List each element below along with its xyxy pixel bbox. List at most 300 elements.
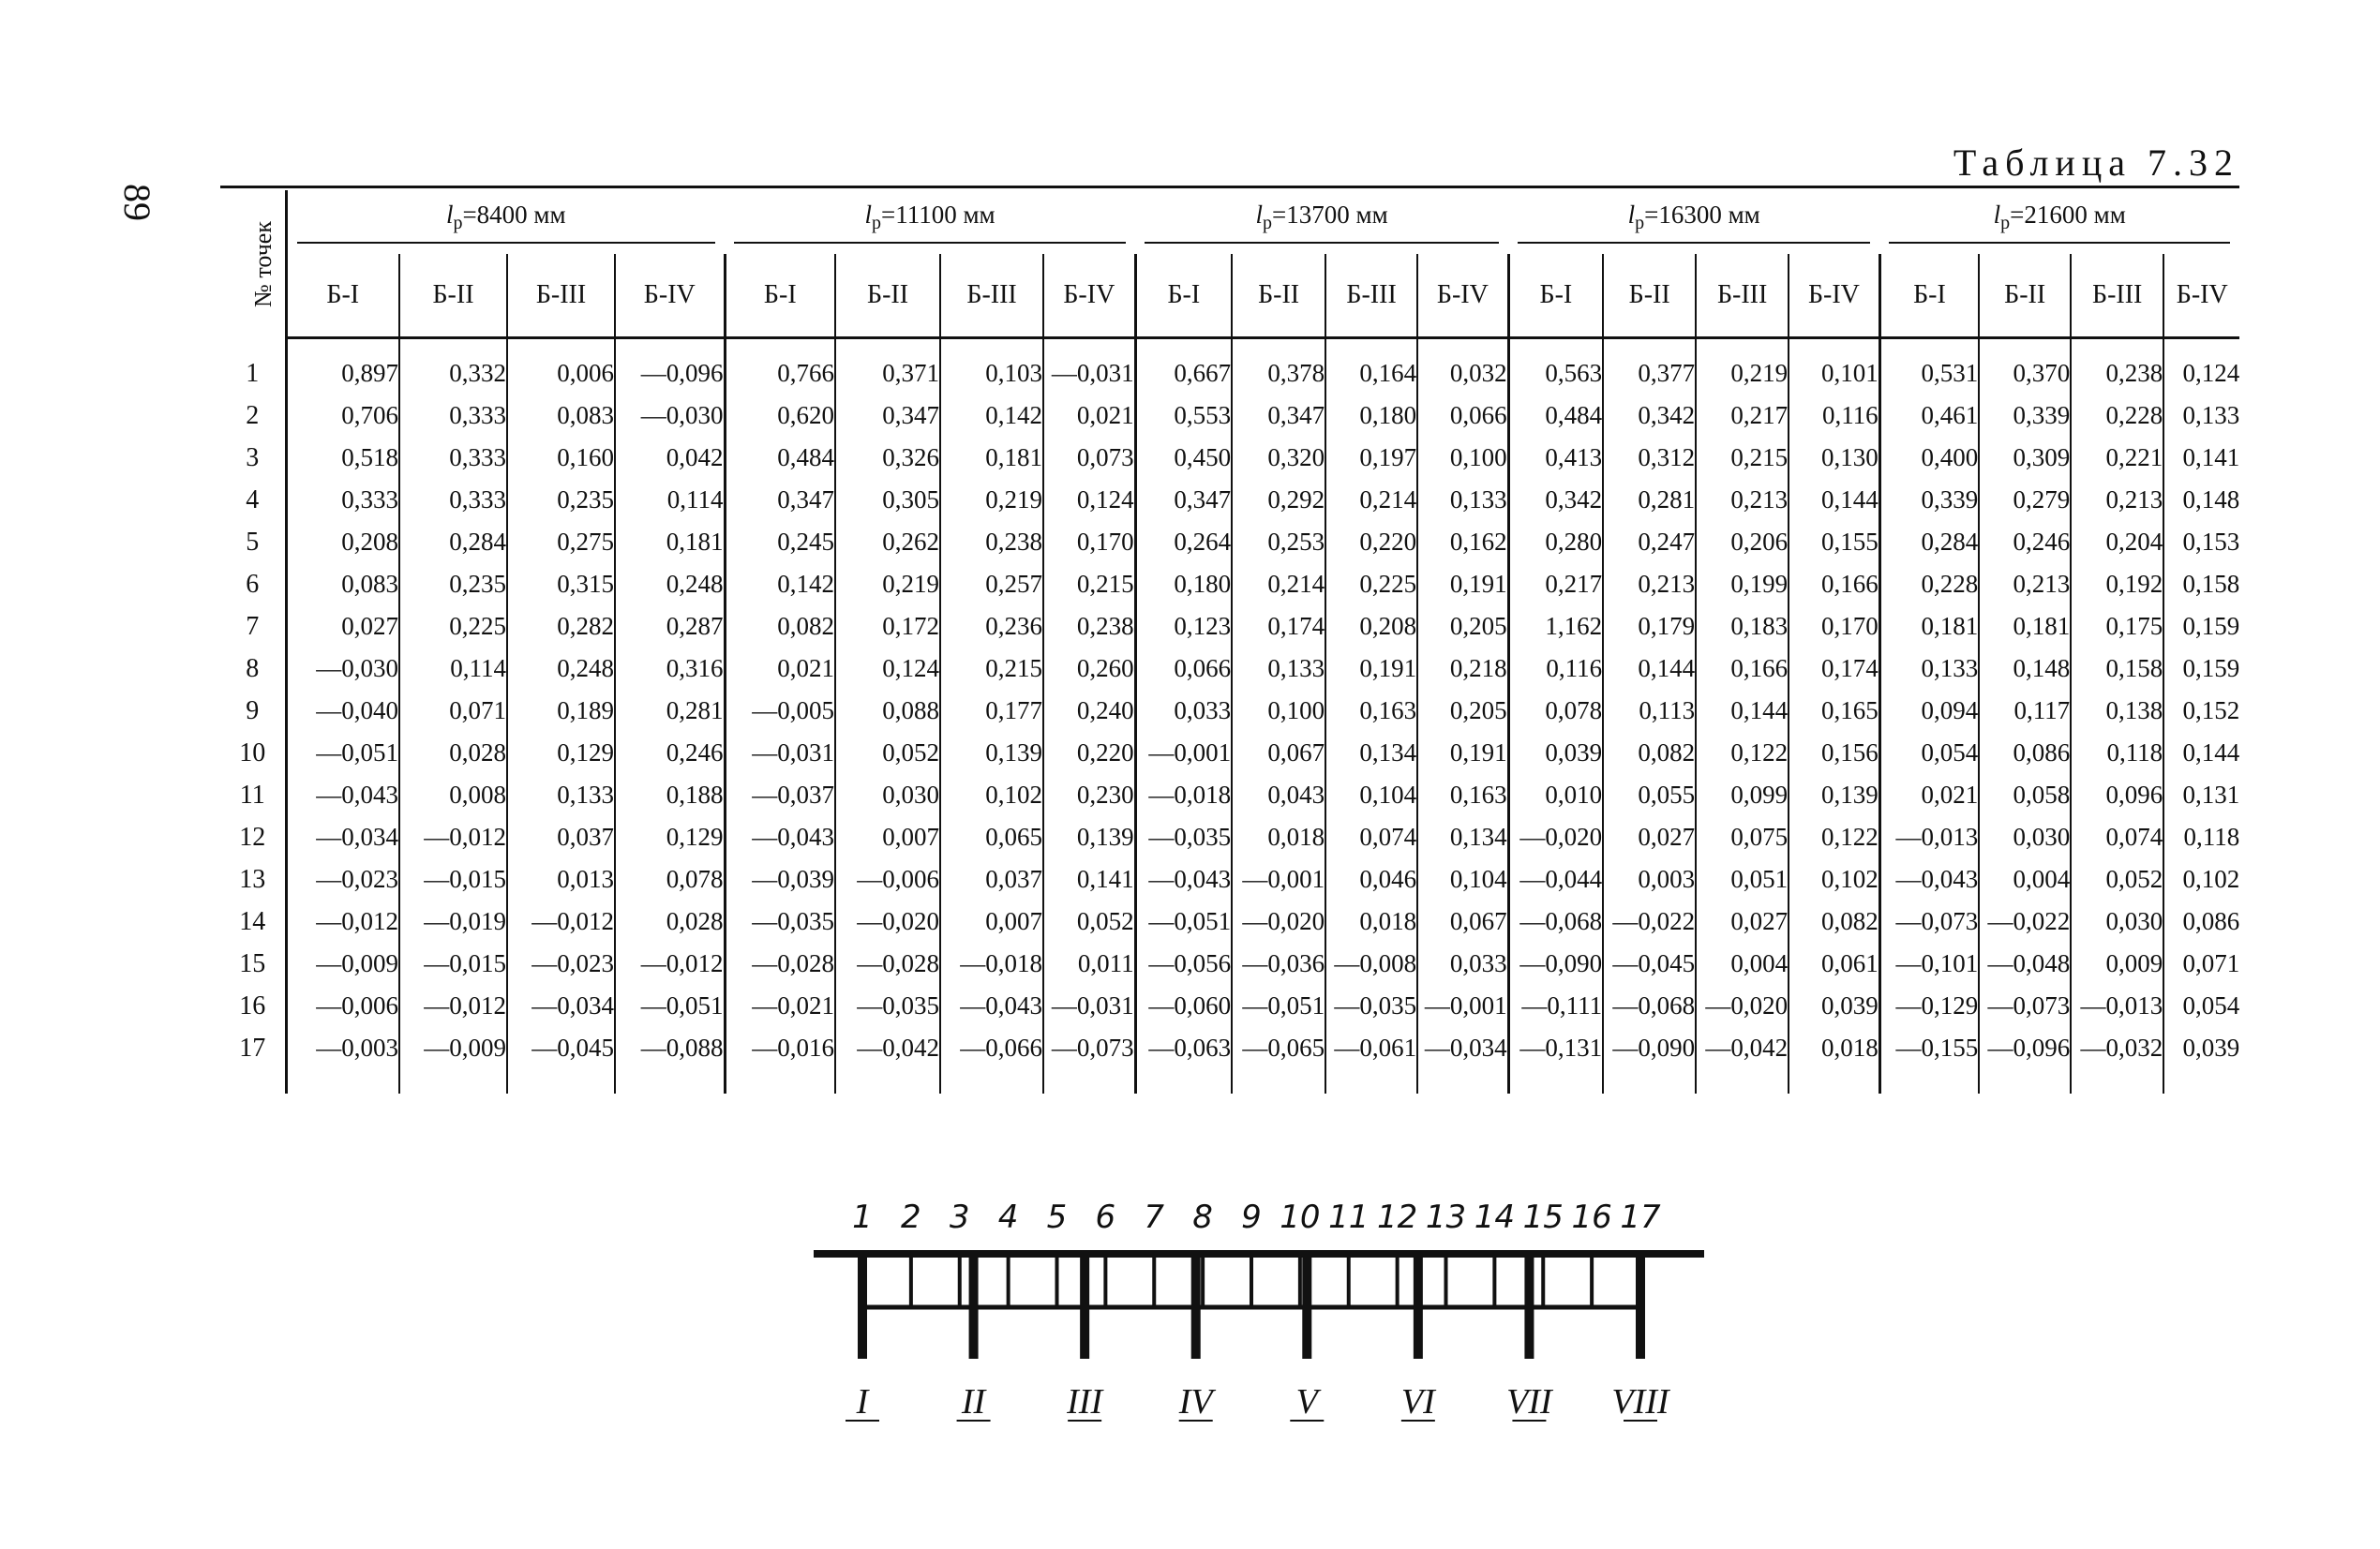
table-row [220, 352, 2239, 395]
subcolumn-header: Б-I [725, 254, 835, 338]
table-cell: 0,518 [286, 437, 399, 479]
table-cell: 0,281 [1603, 479, 1696, 521]
table-cell: 0,074 [1325, 816, 1417, 858]
table-cell: 0,333 [399, 479, 507, 521]
table-cell: —0,013 [2071, 985, 2163, 1027]
table-cell: 0,082 [1789, 901, 1879, 943]
table-cell: 0,170 [1043, 521, 1135, 563]
table-cell: 0,133 [1417, 479, 1508, 521]
table-cell: 0,179 [1603, 605, 1696, 648]
table-cell: 0,191 [1417, 563, 1508, 605]
subcolumn-header: Б-II [835, 254, 940, 338]
table-cell: 0,225 [1325, 563, 1417, 605]
table-cell: 0,312 [1603, 437, 1696, 479]
point-label: 4 [997, 1199, 1019, 1236]
table-cell: 0,018 [1232, 816, 1325, 858]
point-label: 9 [1241, 1199, 1262, 1236]
table-cell: —0,065 [1232, 1027, 1325, 1069]
table-cell: 0,037 [507, 816, 615, 858]
table-cell: —0,006 [286, 985, 399, 1027]
row-number: 5 [220, 521, 286, 563]
table-cell: 0,134 [1417, 816, 1508, 858]
subcolumn-header: Б-III [1696, 254, 1789, 338]
table-cell: 0,205 [1417, 605, 1508, 648]
tail-row [220, 1069, 2239, 1094]
table-cell: 0,010 [1508, 774, 1603, 816]
table-cell: 0,133 [2163, 395, 2239, 437]
table-cell: 0,158 [2163, 563, 2239, 605]
row-number: 15 [220, 943, 286, 985]
beam-label: IV [1178, 1382, 1213, 1422]
table-cell: —0,051 [286, 732, 399, 774]
table-cell: —0,043 [940, 985, 1043, 1027]
subcolumn-header: Б-IV [1789, 254, 1879, 338]
table-cell: 0,333 [399, 437, 507, 479]
row-number: 6 [220, 563, 286, 605]
table-row [220, 479, 2239, 521]
row-number: 4 [220, 479, 286, 521]
table-cell: 0,316 [615, 648, 725, 690]
table-cell: 0,280 [1508, 521, 1603, 563]
table-cell: 0,104 [1417, 858, 1508, 901]
table-cell: 0,158 [2071, 648, 2163, 690]
table-cell: —0,001 [1417, 985, 1508, 1027]
table-cell: 0,066 [1417, 395, 1508, 437]
table-cell: 0,264 [1135, 521, 1232, 563]
table-cell: 0,086 [1979, 732, 2071, 774]
table-cell: 1,162 [1508, 605, 1603, 648]
table-cell: 0,282 [507, 605, 615, 648]
beam-label: VIII [1611, 1382, 1669, 1422]
group-header-5: $l_р=21600$ мм [1879, 190, 2239, 254]
table-cell: 0,332 [399, 352, 507, 395]
table-cell: 0,061 [1789, 943, 1879, 985]
table-cell: 0,238 [2071, 352, 2163, 395]
table-cell: 0,320 [1232, 437, 1325, 479]
table-cell: —0,090 [1603, 1027, 1696, 1069]
table-cell: 0,219 [835, 563, 940, 605]
table-cell: 0,413 [1508, 437, 1603, 479]
table-cell: 0,116 [1508, 648, 1603, 690]
table-cell: 0,225 [399, 605, 507, 648]
top-rule [220, 186, 2239, 188]
table-cell: 0,052 [835, 732, 940, 774]
table-cell: 0,192 [2071, 563, 2163, 605]
table-cell: 0,217 [1508, 563, 1603, 605]
table-cell: 0,039 [2163, 1027, 2239, 1069]
table-cell: 0,071 [2163, 943, 2239, 985]
table-cell: 0,281 [615, 690, 725, 732]
table-cell: 0,175 [2071, 605, 2163, 648]
table-cell: 0,004 [1696, 943, 1789, 985]
table-cell: —0,028 [725, 943, 835, 985]
table-cell: 0,246 [615, 732, 725, 774]
table-cell: 0,165 [1789, 690, 1879, 732]
point-label: 8 [1192, 1199, 1213, 1236]
table-cell: —0,045 [1603, 943, 1696, 985]
table-cell: 0,103 [940, 352, 1043, 395]
table-cell: —0,015 [399, 943, 507, 985]
table-cell: —0,155 [1879, 1027, 1979, 1069]
table-cell: 0,257 [940, 563, 1043, 605]
table-cell: 0,205 [1417, 690, 1508, 732]
table-cell: 0,094 [1879, 690, 1979, 732]
table-cell: 0,039 [1789, 985, 1879, 1027]
table-cell: —0,042 [835, 1027, 940, 1069]
table-cell: —0,045 [507, 1027, 615, 1069]
table-row [220, 985, 2239, 1027]
table-cell: —0,008 [1325, 943, 1417, 985]
table-cell: —0,031 [1043, 352, 1135, 395]
table-cell: 0,326 [835, 437, 940, 479]
table-cell: 0,279 [1979, 479, 2071, 521]
table-cell: 0,163 [1417, 774, 1508, 816]
table-cell: 0,133 [1232, 648, 1325, 690]
row-number: 17 [220, 1027, 286, 1069]
point-label: 3 [949, 1199, 970, 1236]
table-cell: —0,012 [399, 985, 507, 1027]
table-cell: 0,099 [1696, 774, 1789, 816]
table-cell: 0,347 [835, 395, 940, 437]
table-cell: —0,020 [1232, 901, 1325, 943]
subcolumn-header: Б-I [286, 254, 399, 338]
table-cell: 0,102 [940, 774, 1043, 816]
table-cell: 0,181 [615, 521, 725, 563]
table-cell: 0,129 [615, 816, 725, 858]
table-row [220, 395, 2239, 437]
table-cell: 0,021 [1879, 774, 1979, 816]
table-row [220, 1027, 2239, 1069]
influence-table [220, 190, 2239, 1094]
table-cell: —0,090 [1508, 943, 1603, 985]
table-cell: 0,058 [1979, 774, 2071, 816]
table-cell: 0,082 [725, 605, 835, 648]
group-header-3: $l_р=13700$ мм [1135, 190, 1508, 254]
table-cell: 0,228 [2071, 395, 2163, 437]
subcolumn-header: Б-III [2071, 254, 2163, 338]
table-cell: 0,342 [1603, 395, 1696, 437]
table-cell: —0,036 [1232, 943, 1325, 985]
table-cell: 0,156 [1789, 732, 1879, 774]
table-cell: 0,305 [835, 479, 940, 521]
subcolumn-header: Б-II [1979, 254, 2071, 338]
table-cell: —0,056 [1135, 943, 1232, 985]
table-cell: 0,114 [615, 479, 725, 521]
beam-leg [1636, 1256, 1645, 1359]
table-cell: 0,078 [615, 858, 725, 901]
table-row [220, 858, 2239, 901]
table-cell: 0,213 [2071, 479, 2163, 521]
table-cell: 0,370 [1979, 352, 2071, 395]
table-cell: 0,124 [1043, 479, 1135, 521]
table-cell: 0,122 [1789, 816, 1879, 858]
table-cell: 0,215 [1696, 437, 1789, 479]
table-cell: —0,034 [1417, 1027, 1508, 1069]
table-cell: —0,043 [286, 774, 399, 816]
table-cell: —0,111 [1508, 985, 1603, 1027]
table-cell: 0,339 [1979, 395, 2071, 437]
table-cell: 0,018 [1325, 901, 1417, 943]
table-cell: 0,563 [1508, 352, 1603, 395]
table-cell: 0,155 [1789, 521, 1879, 563]
table-cell: 0,766 [725, 352, 835, 395]
table-cell: —0,021 [725, 985, 835, 1027]
table-cell: 0,159 [2163, 648, 2239, 690]
table-cell: 0,191 [1325, 648, 1417, 690]
point-label: 17 [1620, 1199, 1661, 1236]
table-cell: 0,248 [507, 648, 615, 690]
table-cell: 0,142 [725, 563, 835, 605]
table-cell: —0,012 [286, 901, 399, 943]
table-cell: 0,123 [1135, 605, 1232, 648]
table-cell: 0,133 [1879, 648, 1979, 690]
table-cell: 0,333 [399, 395, 507, 437]
table-cell: —0,037 [725, 774, 835, 816]
table-cell: 0,118 [2163, 816, 2239, 858]
table-cell: 0,114 [399, 648, 507, 690]
group-header-2: $l_р=11100$ мм [725, 190, 1135, 254]
table-cell: —0,030 [615, 395, 725, 437]
table-cell: 0,236 [940, 605, 1043, 648]
point-label: 5 [1046, 1199, 1068, 1236]
table-cell: 0,531 [1879, 352, 1979, 395]
point-label: 6 [1095, 1199, 1116, 1236]
table-cell: 0,199 [1696, 563, 1789, 605]
table-row [220, 563, 2239, 605]
table-cell: 0,052 [2071, 858, 2163, 901]
table-cell: 0,118 [2071, 732, 2163, 774]
table-cell: 0,213 [1603, 563, 1696, 605]
table-cell: 0,054 [1879, 732, 1979, 774]
table-cell: 0,122 [1696, 732, 1789, 774]
table-cell: 0,284 [399, 521, 507, 563]
table-cell: 0,054 [2163, 985, 2239, 1027]
table-row [220, 521, 2239, 563]
table-cell: 0,139 [1043, 816, 1135, 858]
table-cell: 0,028 [399, 732, 507, 774]
table-cell: —0,043 [1135, 858, 1232, 901]
table-cell: 0,347 [725, 479, 835, 521]
table-cell: 0,130 [1789, 437, 1879, 479]
table-cell: —0,020 [835, 901, 940, 943]
table-cell: —0,061 [1325, 1027, 1417, 1069]
table-cell: 0,078 [1508, 690, 1603, 732]
table-cell: —0,034 [507, 985, 615, 1027]
row-number: 9 [220, 690, 286, 732]
table-cell: 0,159 [2163, 605, 2239, 648]
table-cell: 0,230 [1043, 774, 1135, 816]
beam-leg [1191, 1256, 1201, 1359]
table-cell: —0,073 [1043, 1027, 1135, 1069]
table-cell: 0,139 [940, 732, 1043, 774]
table-cell: 0,003 [1603, 858, 1696, 901]
table-title: Таблица 7.32 [1953, 141, 2239, 184]
table-cell: 0,215 [1043, 563, 1135, 605]
row-number: 1 [220, 352, 286, 395]
table-cell: 0,101 [1789, 352, 1879, 395]
table-cell: 0,220 [1043, 732, 1135, 774]
table-cell: —0,044 [1508, 858, 1603, 901]
point-label: 1 [852, 1199, 873, 1236]
table-cell: 0,174 [1232, 605, 1325, 648]
table-cell: 0,667 [1135, 352, 1232, 395]
table-row [220, 816, 2239, 858]
row-number: 14 [220, 901, 286, 943]
table-cell: —0,032 [2071, 1027, 2163, 1069]
table-cell: 0,065 [940, 816, 1043, 858]
table-row [220, 732, 2239, 774]
subcolumn-header-row [220, 254, 2239, 338]
table-cell: 0,339 [1879, 479, 1979, 521]
table-cell: 0,075 [1696, 816, 1789, 858]
table-cell: 0,133 [507, 774, 615, 816]
table-cell: 0,228 [1879, 563, 1979, 605]
table-cell: —0,131 [1508, 1027, 1603, 1069]
table-cell: 0,152 [2163, 690, 2239, 732]
table-cell: 0,166 [1789, 563, 1879, 605]
table-cell: 0,400 [1879, 437, 1979, 479]
table-cell: 0,284 [1879, 521, 1979, 563]
beam-leg [969, 1256, 979, 1359]
table-cell: —0,101 [1879, 943, 1979, 985]
table-cell: 0,033 [1135, 690, 1232, 732]
table-cell: 0,141 [2163, 437, 2239, 479]
table-cell: 0,197 [1325, 437, 1417, 479]
table-cell: 0,214 [1325, 479, 1417, 521]
table-cell: 0,315 [507, 563, 615, 605]
beam-leg [1080, 1256, 1089, 1359]
table-cell: 0,074 [2071, 816, 2163, 858]
table-cell: 0,148 [2163, 479, 2239, 521]
table-cell: 0,172 [835, 605, 940, 648]
table-cell: —0,073 [1979, 985, 2071, 1027]
table-cell: 0,144 [1696, 690, 1789, 732]
beam-label: V [1295, 1382, 1318, 1422]
table-cell: 0,238 [940, 521, 1043, 563]
table-cell: 0,037 [940, 858, 1043, 901]
point-label: 7 [1144, 1199, 1165, 1236]
row-number: 8 [220, 648, 286, 690]
table-cell: 0,082 [1603, 732, 1696, 774]
table-cell: 0,235 [399, 563, 507, 605]
row-number: 3 [220, 437, 286, 479]
point-label: 15 [1522, 1199, 1564, 1236]
table-cell: 0,131 [2163, 774, 2239, 816]
table-cell: 0,260 [1043, 648, 1135, 690]
table-cell: 0,006 [507, 352, 615, 395]
table-row [220, 437, 2239, 479]
table-cell: 0,086 [2163, 901, 2239, 943]
table-cell: 0,027 [1696, 901, 1789, 943]
table-cell: 0,141 [1043, 858, 1135, 901]
beam-label: I [856, 1382, 869, 1422]
beam-label: III [1067, 1382, 1103, 1422]
table-cell: 0,183 [1696, 605, 1789, 648]
table-cell: 0,117 [1979, 690, 2071, 732]
table-cell: 0,174 [1789, 648, 1879, 690]
table-cell: 0,220 [1325, 521, 1417, 563]
table-cell: 0,088 [835, 690, 940, 732]
table-cell: 0,043 [1232, 774, 1325, 816]
subcolumn-header: Б-II [399, 254, 507, 338]
table-cell: 0,100 [1417, 437, 1508, 479]
table-cell: 0,177 [940, 690, 1043, 732]
table-cell: 0,163 [1325, 690, 1417, 732]
table-cell: 0,009 [2071, 943, 2163, 985]
table-cell: 0,021 [1043, 395, 1135, 437]
table-cell: 0,206 [1696, 521, 1789, 563]
table-cell: —0,068 [1508, 901, 1603, 943]
table-cell: —0,001 [1135, 732, 1232, 774]
table-cell: 0,238 [1043, 605, 1135, 648]
table-row [220, 901, 2239, 943]
subcolumn-header: Б-I [1135, 254, 1232, 338]
table-cell: —0,051 [615, 985, 725, 1027]
table-cell: 0,347 [1135, 479, 1232, 521]
table-cell: —0,060 [1135, 985, 1232, 1027]
table-cell: 0,333 [286, 479, 399, 521]
table-cell: 0,071 [399, 690, 507, 732]
table-cell: 0,170 [1789, 605, 1879, 648]
table-cell: 0,553 [1135, 395, 1232, 437]
point-label: 13 [1425, 1199, 1467, 1236]
table-cell: 0,181 [1979, 605, 2071, 648]
beam-leg [1302, 1256, 1311, 1359]
subcolumn-header: Б-IV [2163, 254, 2239, 338]
table-cell: 0,215 [940, 648, 1043, 690]
table-cell: —0,018 [1135, 774, 1232, 816]
table-cell: 0,129 [507, 732, 615, 774]
table-cell: 0,275 [507, 521, 615, 563]
table-cell: —0,034 [286, 816, 399, 858]
table-cell: —0,088 [615, 1027, 725, 1069]
deck-slab [814, 1250, 1704, 1258]
table-cell: 0,213 [1979, 563, 2071, 605]
table-cell: —0,028 [835, 943, 940, 985]
table-cell: 0,046 [1325, 858, 1417, 901]
row-number: 2 [220, 395, 286, 437]
table-cell: 0,153 [2163, 521, 2239, 563]
table-body [220, 338, 2239, 1095]
beam-label: VI [1400, 1382, 1435, 1422]
table-cell: —0,096 [1979, 1027, 2071, 1069]
table-cell: 0,100 [1232, 690, 1325, 732]
table-cell: —0,022 [1979, 901, 2071, 943]
subcolumn-header: Б-I [1508, 254, 1603, 338]
subcolumn-header: Б-IV [1417, 254, 1508, 338]
table-cell: 0,116 [1789, 395, 1879, 437]
row-number: 12 [220, 816, 286, 858]
table-cell: 0,253 [1232, 521, 1325, 563]
table-cell: —0,030 [286, 648, 399, 690]
point-label: 2 [901, 1199, 921, 1236]
table-cell: 0,181 [940, 437, 1043, 479]
table-cell: 0,027 [286, 605, 399, 648]
table-cell: —0,005 [725, 690, 835, 732]
beam-leg [1414, 1256, 1423, 1359]
table-cell: —0,012 [507, 901, 615, 943]
table-cell: 0,018 [1789, 1027, 1879, 1069]
table-cell: 0,245 [725, 521, 835, 563]
group-header-4: $l_р=16300$ мм [1508, 190, 1879, 254]
table-cell: 0,371 [835, 352, 940, 395]
table-cell: 0,287 [615, 605, 725, 648]
table-cell: 0,204 [2071, 521, 2163, 563]
table-cell: —0,020 [1508, 816, 1603, 858]
table-cell: 0,030 [1979, 816, 2071, 858]
table-cell: 0,620 [725, 395, 835, 437]
table-cell: 0,102 [2163, 858, 2239, 901]
